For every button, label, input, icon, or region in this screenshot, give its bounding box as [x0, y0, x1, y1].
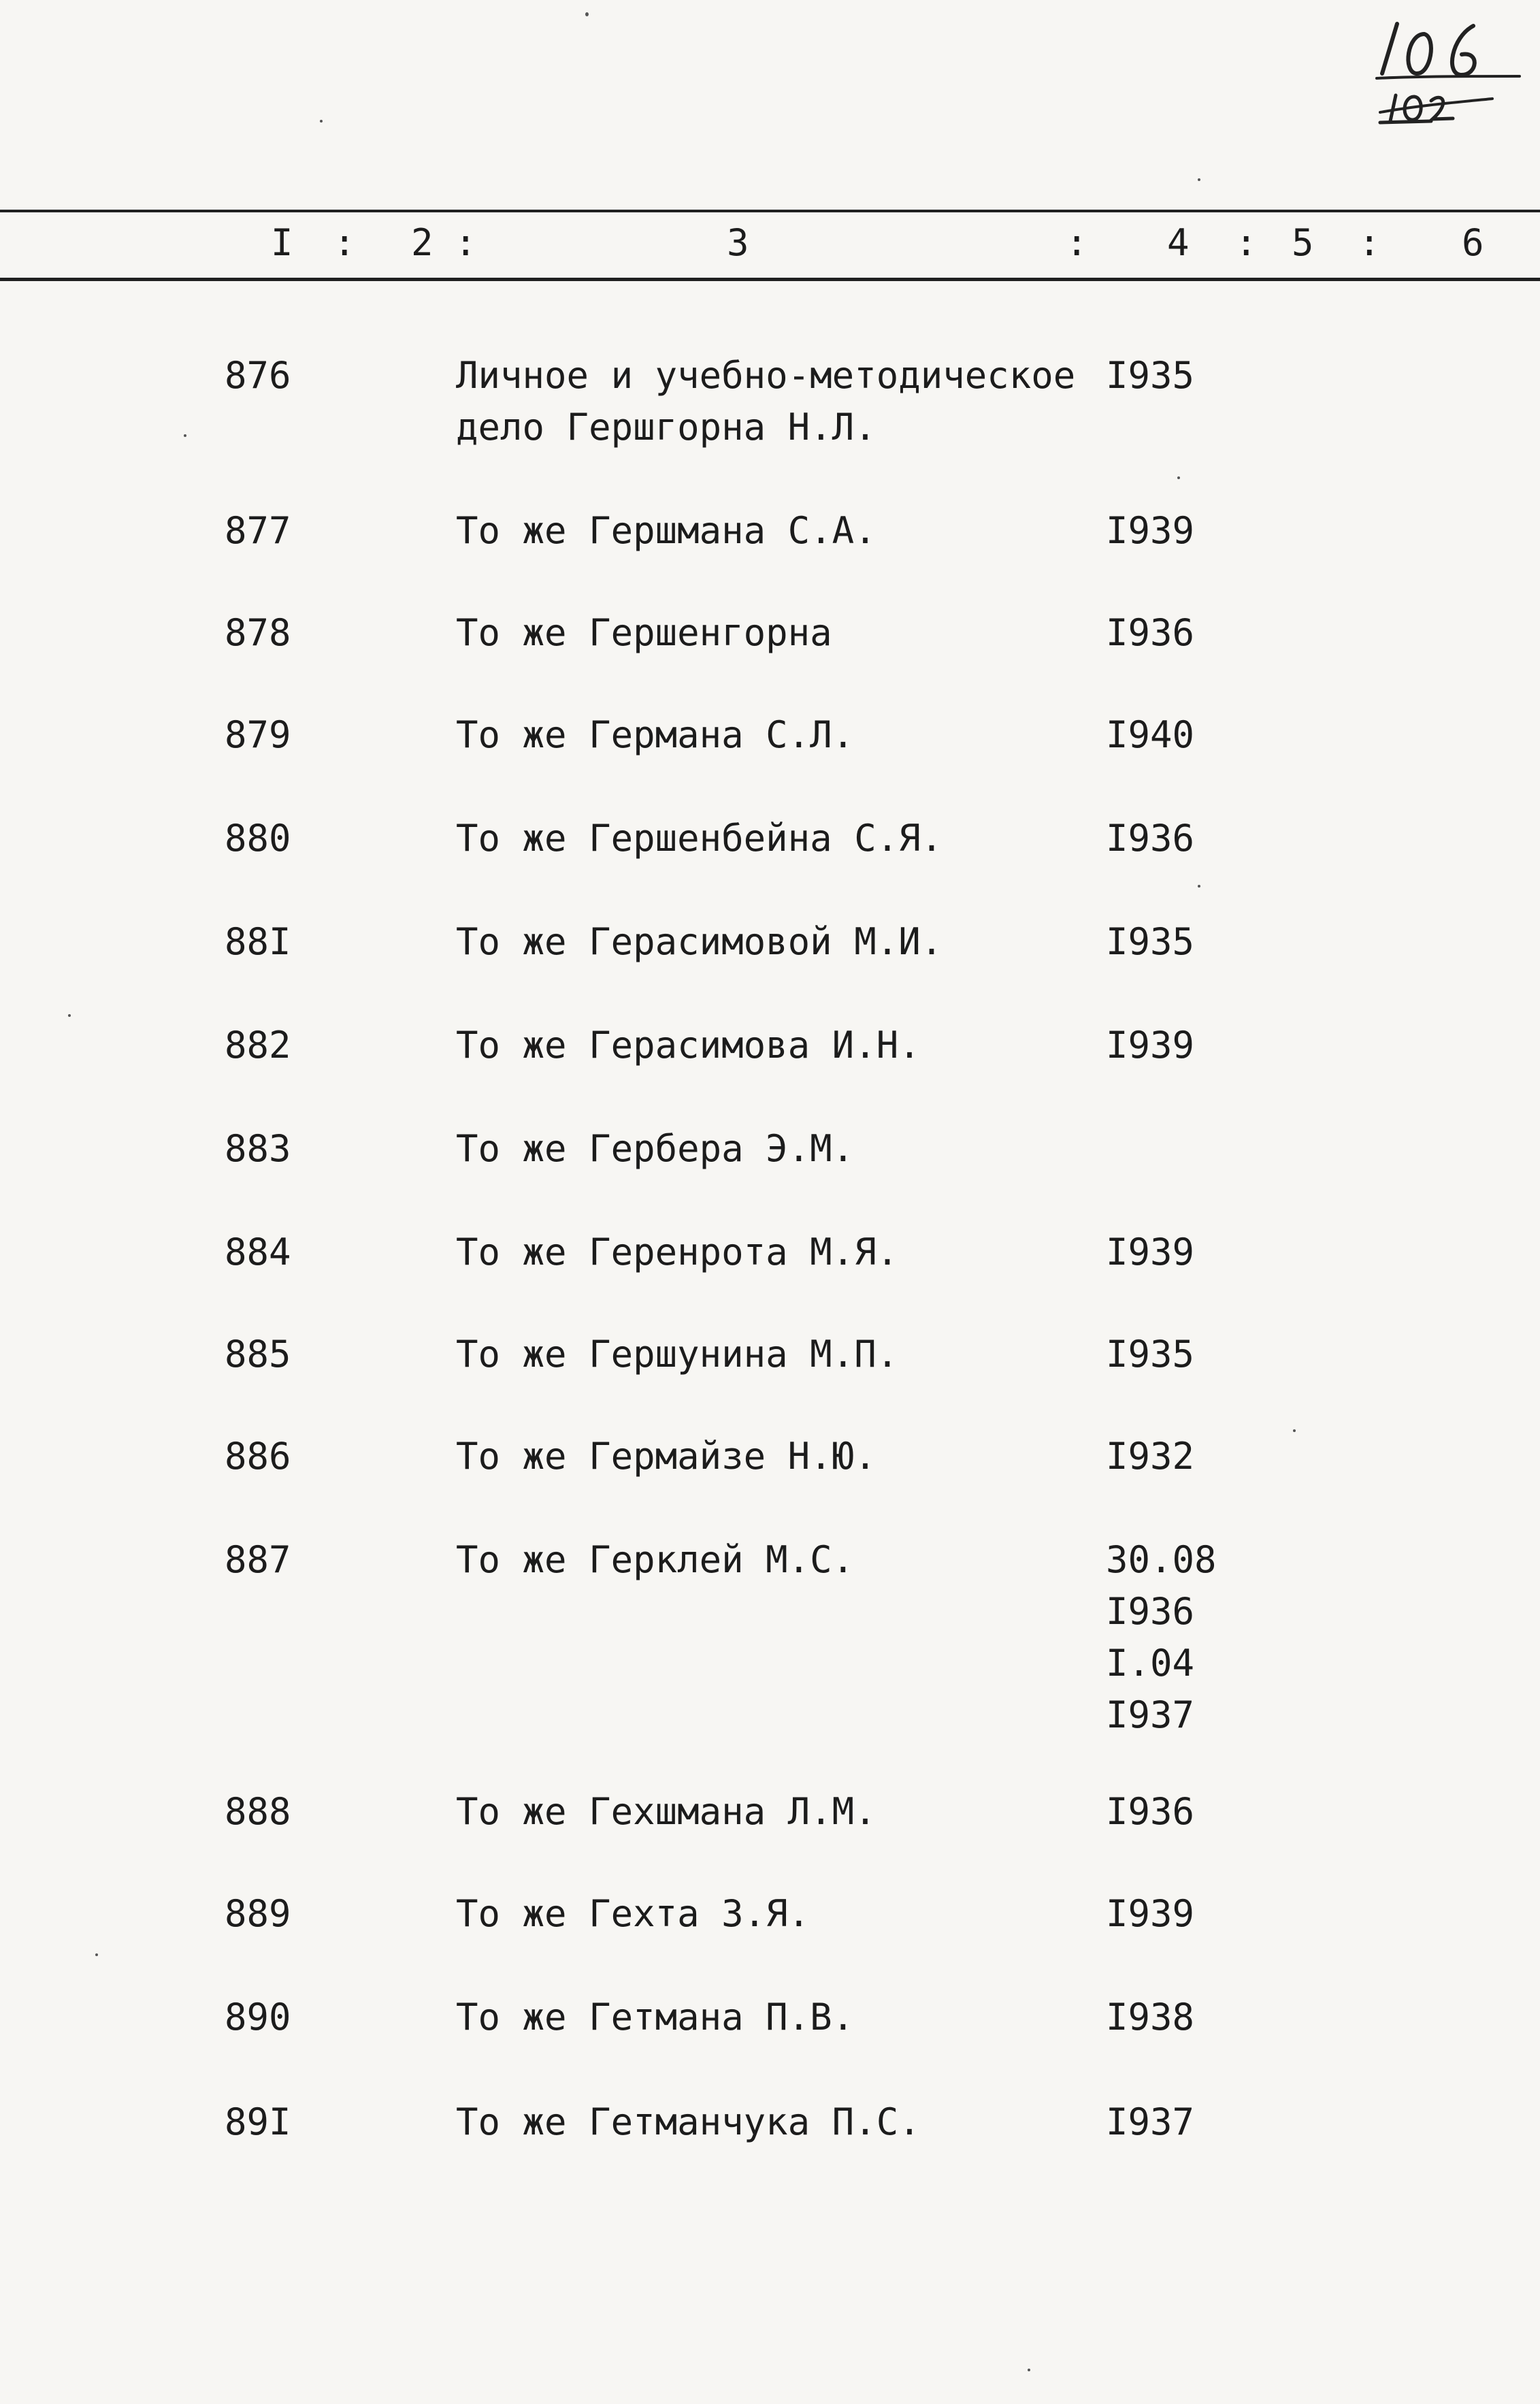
item-number: 883 [225, 1127, 291, 1170]
item-number: 884 [225, 1231, 291, 1273]
item-date: I939 [1106, 509, 1195, 552]
item-number: 885 [225, 1333, 291, 1376]
item-number: 882 [225, 1024, 291, 1067]
item-date: I936 [1106, 1790, 1195, 1833]
column-separator: : [333, 221, 356, 264]
scan-speck [1198, 178, 1200, 181]
item-date: I936 [1106, 611, 1195, 654]
item-title: Личное и учебно-методическое дело Гершгорна Н.Л. [456, 354, 1076, 449]
item-number: 888 [225, 1790, 291, 1833]
item-date: 30.08 I936 I.04 I937 [1106, 1538, 1217, 1736]
item-date: I935 [1106, 354, 1195, 397]
item-date: I939 [1106, 1231, 1195, 1273]
item-title: То же Гербера Э.М. [456, 1127, 855, 1170]
column-header-3: 3 [727, 221, 749, 264]
handwritten-sheet-number [1322, 14, 1526, 129]
item-number: 890 [225, 1996, 291, 2038]
item-title: То же Гершунина М.П. [456, 1333, 899, 1376]
scan-speck [95, 1953, 98, 1956]
item-number: 880 [225, 817, 291, 860]
scan-speck [320, 120, 323, 123]
item-number: 89I [225, 2100, 291, 2143]
item-title: То же Герклей М.С. [456, 1538, 855, 1581]
item-title: То же Гетманчука П.С. [456, 2100, 921, 2143]
item-number: 886 [225, 1435, 291, 1478]
column-header-6: 6 [1462, 221, 1484, 264]
item-date: I935 [1106, 920, 1195, 963]
item-title: То же Герасимовой М.И. [456, 920, 943, 963]
column-header-1: I [271, 221, 293, 264]
item-number: 878 [225, 611, 291, 654]
item-title: То же Гершенбейна С.Я. [456, 817, 943, 860]
header-bottom-rule [0, 278, 1540, 281]
item-title: То же Гетмана П.В. [456, 1996, 855, 2038]
item-title: То же Гехта З.Я. [456, 1892, 810, 1935]
scan-speck [184, 434, 186, 437]
item-number: 889 [225, 1892, 291, 1935]
sheet-number-stamp [1322, 14, 1526, 129]
scan-speck [1177, 476, 1180, 479]
item-title: То же Гершмана С.А. [456, 509, 877, 552]
column-header-4: 4 [1167, 221, 1190, 264]
item-date: I939 [1106, 1892, 1195, 1935]
item-title: То же Геренрота М.Я. [456, 1231, 899, 1273]
item-title: То же Гермайзе Н.Ю. [456, 1435, 877, 1478]
item-number: 88I [225, 920, 291, 963]
item-title: То же Герасимова И.Н. [456, 1024, 921, 1067]
scan-speck [1293, 1429, 1296, 1432]
column-header-5: 5 [1292, 221, 1314, 264]
column-separator: : [1235, 221, 1258, 264]
item-date: I935 [1106, 1333, 1195, 1376]
scan-speck [1198, 885, 1200, 888]
column-header-2: 2 [411, 221, 433, 264]
scan-speck [585, 12, 589, 16]
item-number: 877 [225, 509, 291, 552]
item-date: I939 [1106, 1024, 1195, 1067]
item-date: I932 [1106, 1435, 1195, 1478]
item-date: I937 [1106, 2100, 1195, 2143]
header-top-rule [0, 210, 1540, 212]
item-number: 879 [225, 713, 291, 756]
column-separator: : [455, 221, 477, 264]
item-title: То же Германа С.Л. [456, 713, 855, 756]
item-title: То же Гехшмана Л.М. [456, 1790, 877, 1833]
scan-speck [1028, 2369, 1030, 2371]
item-number: 887 [225, 1538, 291, 1581]
item-date: I940 [1106, 713, 1195, 756]
column-separator: : [1066, 221, 1088, 264]
item-date: I936 [1106, 817, 1195, 860]
scan-speck [68, 1014, 71, 1017]
column-separator: : [1358, 221, 1381, 264]
item-date: I938 [1106, 1996, 1195, 2038]
item-number: 876 [225, 354, 291, 397]
item-title: То же Гершенгорна [456, 611, 832, 654]
